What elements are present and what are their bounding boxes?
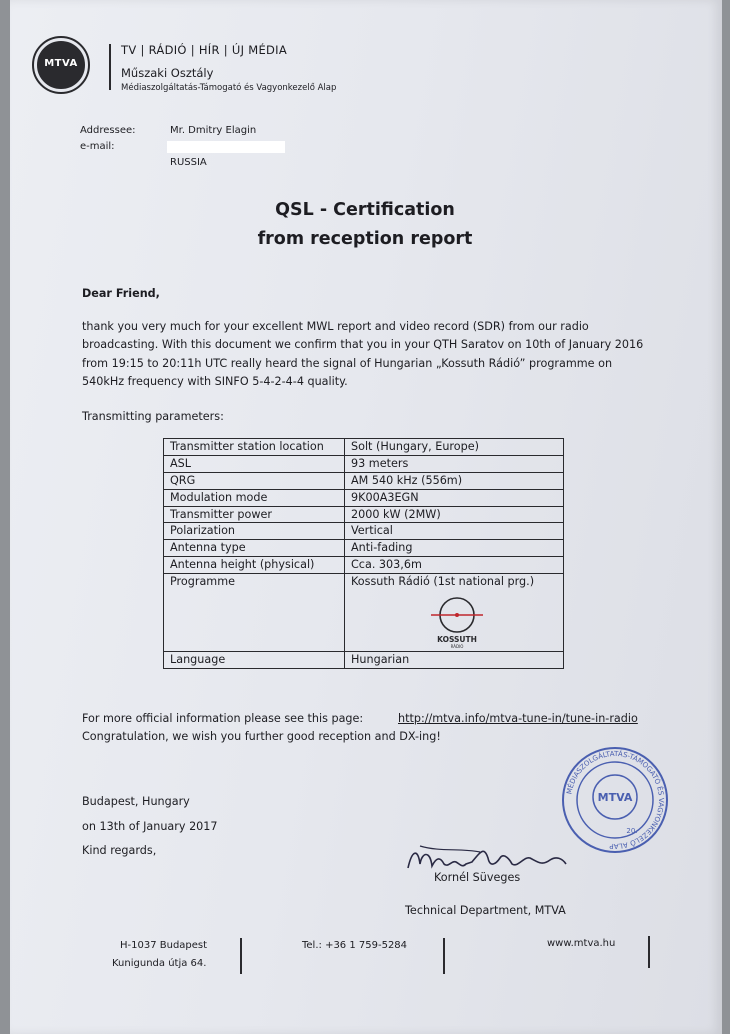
closing-regards: Kind regards, (82, 844, 157, 857)
department: Technical Department, MTVA (405, 904, 566, 917)
param-label: Antenna height (physical) (164, 557, 345, 574)
param-label: ASL (164, 455, 345, 472)
programme-name: Kossuth Rádió (1st national prg.) (351, 575, 535, 589)
param-value (345, 574, 564, 652)
page-title: QSL - Certification (275, 200, 455, 220)
footer-phone: Tel.: +36 1 759-5284 (302, 940, 408, 951)
footer-divider (443, 938, 445, 974)
param-label: Antenna type (164, 540, 345, 557)
info-link[interactable]: http://mtva.info/mtva-tune-in/tune-in-radio (398, 712, 638, 725)
param-value: Hungarian (345, 652, 564, 669)
paragraph-line-3: from 19:15 to 20:11h UTC really heard the signal of Hungarian „Kossuth Rádió” programme on (82, 357, 613, 370)
header-divider (109, 44, 111, 90)
param-label: Transmitter power (164, 506, 345, 523)
kossuth-logo-sub: RÁDIÓ (450, 644, 464, 650)
param-value: 93 meters (345, 455, 564, 472)
param-label: Language (164, 652, 345, 669)
param-value: AM 540 kHz (556m) (345, 472, 564, 489)
footer-address-1: H-1037 Budapest (120, 940, 208, 951)
closing-place: Budapest, Hungary (82, 795, 190, 808)
table-row (164, 455, 564, 472)
closing-date: on 13th of January 2017 (82, 820, 218, 833)
param-value: Vertical (345, 523, 564, 540)
footer-divider (240, 938, 242, 974)
email-label: e-mail: (80, 141, 115, 152)
page-subtitle: from reception report (257, 229, 473, 249)
logo-text: MTVA (44, 58, 78, 69)
table-row (164, 506, 564, 523)
signer-name: Kornél Süveges (434, 871, 521, 884)
paragraph-line-1: thank you very much for your excellent MWL report and video record (SDR) from our radio (82, 320, 589, 333)
congratulation-text: Congratulation, we wish you further good reception and DX-ing! (82, 730, 441, 743)
params-heading: Transmitting parameters: (82, 410, 224, 423)
paragraph-line-2: broadcasting. With this document we confirm that you in your QTH Saratov on 10th of January 2016 (82, 338, 644, 351)
greeting: Dear Friend, (82, 287, 160, 300)
table-row (164, 652, 564, 669)
param-value: 9K00A3EGN (345, 489, 564, 506)
table-row (164, 439, 564, 456)
param-value: Solt (Hungary, Europe) (345, 439, 564, 456)
redacted-email-block (167, 141, 285, 153)
footer-divider (648, 936, 650, 968)
param-label: Modulation mode (164, 489, 345, 506)
param-value: Anti-fading (345, 540, 564, 557)
header-organization: Médiaszolgáltatás-Támogató és Vagyonkezelő Alap (121, 83, 337, 93)
kossuth-logo-text: KOSSUTH (437, 635, 477, 645)
header-department: Műszaki Osztály (121, 66, 214, 80)
kossuth-radio-logo-icon (427, 593, 487, 649)
header-tagline: TV | RÁDIÓ | HÍR | ÚJ MÉDIA (121, 43, 288, 57)
table-row (164, 472, 564, 489)
parameters-table (163, 438, 564, 669)
table-row (164, 557, 564, 574)
param-label: Programme (164, 574, 345, 652)
stamp-center-text: MTVA (597, 791, 633, 804)
footer-address-2: Kunigunda útja 64. (112, 958, 207, 969)
info-text: For more official information please see this page: (82, 712, 364, 725)
addressee-value: Mr. Dmitry Elagin (170, 125, 257, 136)
param-value: 2000 kW (2MW) (345, 506, 564, 523)
param-value: Cca. 303,6m (345, 557, 564, 574)
official-stamp (560, 745, 670, 855)
param-label: Transmitter station location (164, 439, 345, 456)
param-label: QRG (164, 472, 345, 489)
country: RUSSIA (170, 157, 207, 168)
stamp-ring-text: MÉDIASZOLGÁLTATÁS-TÁMOGATÓ ÉS VAGYONKEZELŐ ALAP (565, 749, 666, 851)
paragraph-line-4: 540kHz frequency with SINFO 5-4-2-4-4 quality. (82, 375, 348, 388)
table-row (164, 523, 564, 540)
stamp-number: 20. (626, 827, 638, 835)
addressee-label: Addressee: (80, 125, 136, 136)
table-row (164, 574, 564, 652)
table-row (164, 489, 564, 506)
footer-web[interactable]: www.mtva.hu (547, 938, 616, 949)
table-row (164, 540, 564, 557)
param-label: Polarization (164, 523, 345, 540)
